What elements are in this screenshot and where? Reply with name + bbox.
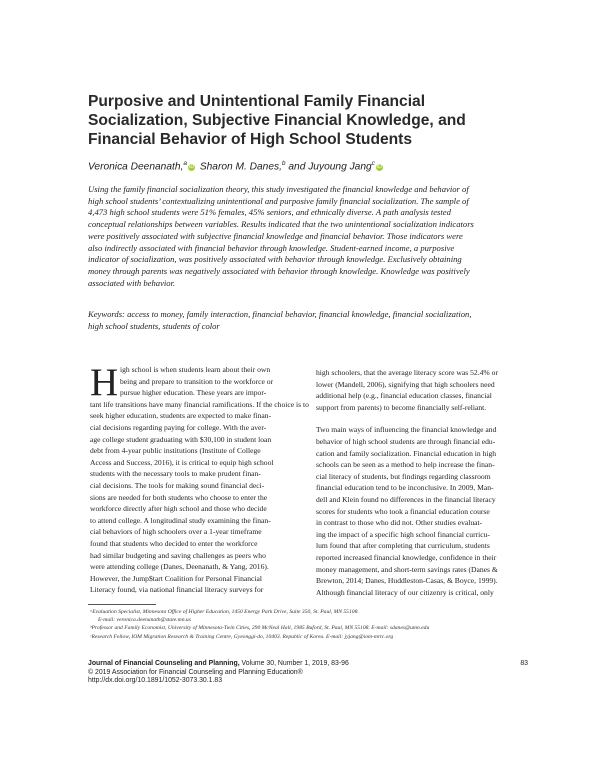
body-line: ing the impact of a specific high school financial curricu- — [316, 529, 490, 539]
keywords — [88, 309, 513, 332]
author-name: and Juyoung Jang — [288, 161, 372, 173]
title-line: Financial Behavior of High School Students — [88, 131, 413, 148]
body-line: support from parents) to become financially self-reliant. — [316, 402, 487, 412]
abstract — [88, 184, 513, 289]
abstract-line: money through parents was negatively associated with behavior through knowledge. Knowledge was positively — [88, 265, 470, 276]
body-line: tant life transitions have many financial ramifications. If the choice is to — [90, 399, 309, 409]
footnote-line: ᵇProfessor and Family Economist, University of Minnesota-Twin Cities, 290 McNeal Hall, 1985 Buford, St. Paul, MN 55108. E-mail: sdanes@umn.edu — [90, 625, 430, 632]
body-line: were attending college (Danes, Deenanath, & Yang, 2016). — [90, 562, 269, 572]
footnote-line: ᶜResearch Fellow, IOM Migration Research & Training Centre, Gyeonggi-do, 10403. Republic of Korea. E-mail: jyjang@iom-mrtc.org — [90, 633, 394, 640]
abstract-line: conceptual relationships between variables. Results indicated that the two unintentional socialization indicators — [88, 219, 474, 230]
author-name: Sharon M. Danes, — [199, 161, 282, 173]
body-line: students with the necessary tools to make prudent finan- — [90, 469, 261, 479]
body-column-left — [90, 361, 309, 596]
journal-doi-link[interactable]: http://dx.doi.org/10.1891/1052-3073.30.1.83 — [88, 677, 223, 685]
keywords-line: high school students, students of color — [88, 320, 220, 331]
body-line: seek higher education, students are expected to make finan- — [90, 411, 272, 421]
title-line: Socialization, Subjective Financial Knowledge, and — [88, 112, 466, 129]
body-line: cial literacy of students, but findings regarding classroom — [316, 471, 491, 481]
body-line: dell and Klein found no differences in the financial literacy — [316, 494, 496, 504]
body-line: sions are needed for both students who choose to enter the — [90, 492, 268, 502]
body-line: Brewton, 2014; Danes, Huddleston-Casas, & Boyce, 1999). — [316, 576, 498, 586]
abstract-line: were positively associated with subjective financial knowledge and financial behavior. Those indicators were — [88, 230, 463, 241]
body-line: behavior of high school students are through financial edu- — [316, 436, 496, 446]
body-line: pursue higher education. These years are impor- — [120, 388, 267, 398]
affiliation-mark: b — [281, 160, 286, 167]
body-line: cial decisions regarding paying for college. With the aver- — [90, 422, 267, 432]
body-line: lum found that after completing that curriculum, students — [316, 541, 490, 551]
footnote-divider — [88, 604, 156, 605]
affiliation-mark: a — [183, 160, 187, 167]
body-line: cial behaviors of high schoolers over a 1-year timeframe — [90, 527, 262, 537]
body-column-right — [316, 367, 532, 598]
author-name: Veronica Deenanath, — [88, 161, 184, 173]
body-line: being and prepare to transition to the workforce or — [120, 376, 274, 386]
body-line: age college student graduating with $30,100 in student loan — [90, 434, 272, 444]
journal-issue: Volume 30, Number 1, 2019, 83-96 — [239, 660, 349, 667]
author-list — [88, 160, 385, 172]
body-line: money management, and short-term savings rates (Danes & — [316, 564, 498, 574]
paragraph-gap — [316, 413, 532, 424]
abstract-line: high school students’ contextualizing unintentional and purposive family financial socialization. The sample of — [88, 195, 469, 206]
journal-copyright: © 2019 Association for Financial Counseling and Planning Education® — [88, 668, 303, 676]
body-line: lower (Mandell, 2006), signifying that high schoolers need — [316, 379, 495, 389]
article-title — [88, 92, 528, 149]
abstract-line: Using the family financial socialization theory, this study investigated the financial knowledge and behavior of — [88, 184, 469, 194]
body-line: Literacy found, via national financial literacy surveys for — [90, 585, 264, 595]
body-line: Two main ways of influencing the financial knowledge and — [316, 425, 497, 435]
body-line: high schoolers, that the average literacy score was 52.4% or — [316, 368, 498, 377]
page-number: 83 — [520, 660, 528, 667]
footnote-email[interactable]: E-mail: veronica.deenanath@state.mn.us — [98, 617, 191, 624]
body-line: debt from 4-year public institutions (Institute of College — [90, 446, 261, 456]
orcid-icon[interactable]: iD — [188, 164, 195, 171]
body-line: cation and family socialization. Financial education in high — [316, 448, 497, 458]
body-line: reported increased financial knowledge, confidence in their — [316, 552, 497, 562]
body-line: cial decisions. The tools for making sound financial deci- — [90, 480, 265, 490]
body-line: Access and Success, 2016), it is critical to equip high school — [90, 457, 274, 467]
body-line: However, the Jump$tart Coalition for Personal Financial — [90, 573, 262, 583]
journal-info — [88, 660, 528, 686]
body-line: found that students who decided to enter the workforce — [90, 538, 258, 548]
body-line: schools can be seen as a method to help increase the finan- — [316, 460, 495, 470]
body-line: scores for students who took a financial education course — [316, 506, 490, 516]
footnotes — [90, 608, 530, 641]
abstract-line: associated with behavior. — [88, 277, 176, 288]
title-line: Purposive and Unintentional Family Financial — [88, 93, 426, 110]
affiliation-mark: c — [371, 160, 375, 167]
abstract-line: also indirectly associated with financial behavior through knowledge. Student-earned income, a purposive — [88, 242, 455, 253]
body-line: igh school is when students learn about their own — [120, 365, 271, 374]
orcid-icon[interactable]: iD — [376, 164, 383, 171]
drop-cap: H — [90, 361, 119, 404]
abstract-line: 4,473 high school students were 51% females, 45% seniors, and ethnically diverse. A path analysis tested — [88, 207, 451, 218]
body-line: additional help (e.g., financial education classes, financial — [316, 391, 492, 401]
abstract-line: indicator of socialization, was positively associated with behavior through knowledge. Exclusively obtaining — [88, 254, 462, 265]
footnote-line: ᵃEvaluation Specialist, Minnesota Office of Higher Education, 1450 Energy Park Drive, Suite 350, St. Paul, MN 55108. — [90, 609, 359, 615]
body-line: had similar budgeting and saving challenges as peers who — [90, 550, 266, 560]
body-line: financial education tend to be inconclusive. In 2009, Man- — [316, 483, 494, 493]
journal-citation — [88, 660, 528, 669]
keywords-line: Keywords: access to money, family interaction, financial behavior, financial knowledge, financial socialization, — [88, 309, 472, 319]
body-line: to attend college. A longitudinal study examining the finan- — [90, 515, 271, 525]
body-line: workforce directly after high school and those who decide — [90, 504, 267, 514]
body-line: Although financial literacy of our citizenry is critical, only — [316, 587, 494, 597]
body-line: in contrast to those who did not. Other studies evaluat- — [316, 518, 483, 528]
journal-name: Journal of Financial Counseling and Planning, — [88, 660, 240, 667]
